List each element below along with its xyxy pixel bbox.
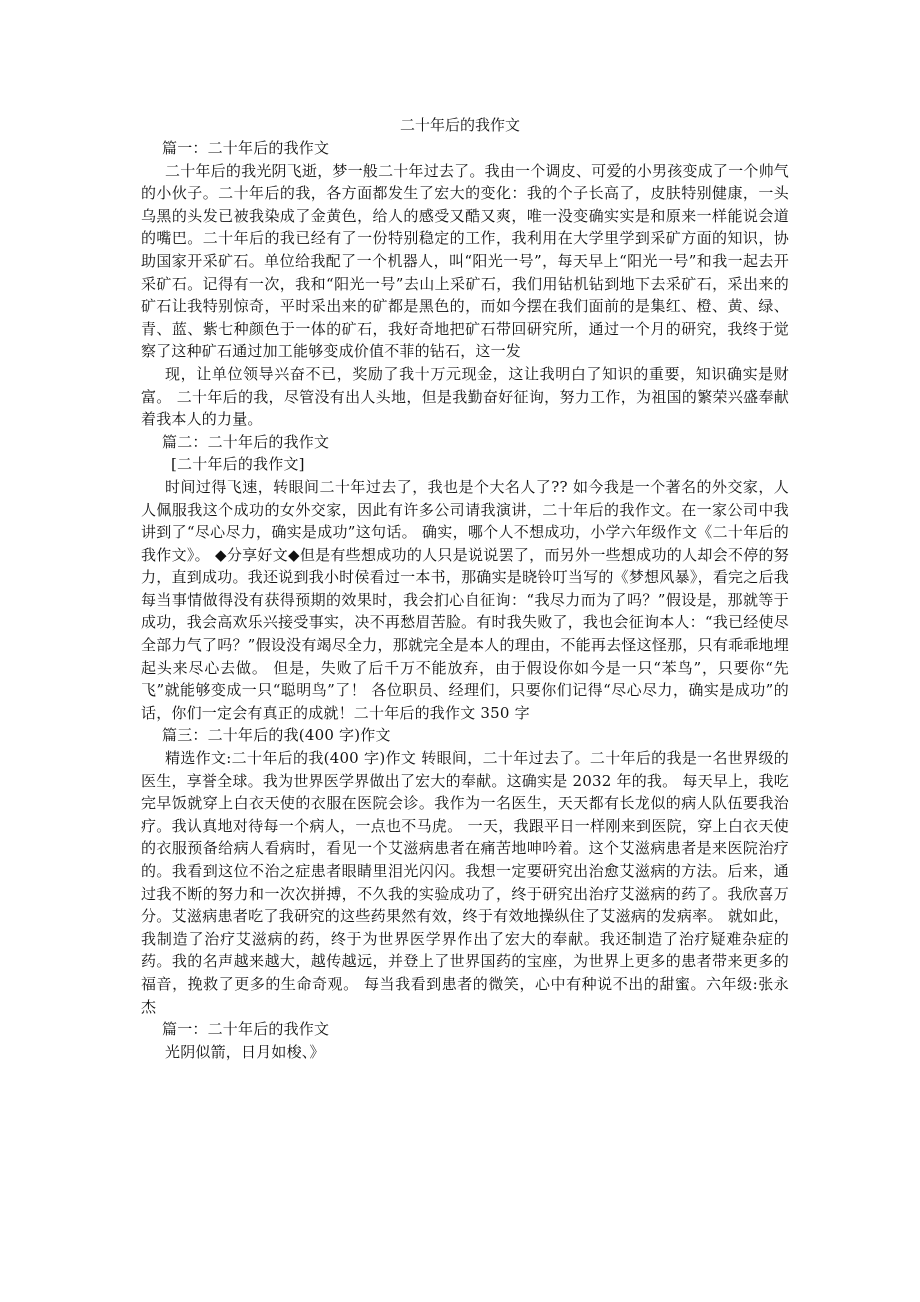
document-title: 二十年后的我作文 (399, 116, 520, 134)
body-paragraph: 光阴似箭，日月如梭、》 (165, 1042, 325, 1061)
body-paragraph: 二十年后的我光阴飞逝，梦一般二十年过去了。我由一个调皮、可爱的小男孩变成了一个帅气的小伙子。二十年后的我，各方面都发生了宏大的变化：我的个子长高了，皮肤特别健康，一头乌黑的头发已被我染成了金黄色，给人的感受又酷又爽，唯一没变确实实是和原来一样能说会道的嘴巴。二十年后的我已经有了一份特别稳定的工作，我利用在大学里学到采矿方面的知识，协助国家开采矿石。单位给我配了一个机器人，叫“阳光一号”，每天早上“阳光一号”和我一起去开采矿石。记得有一次，我和“阳光一号”去山上采矿石，我们用钻机钻到地下去采矿石，采出来的矿石让我特别惊奇，平时采出来的矿都是黑色的，而如今摆在我们面前的是集红、橙、黄、绿、青、蓝、紫七种颜色于一体的矿石，我好奇地把矿石带回研究所，通过一个月的研究，我终于觉察了这种矿石通过加工能够变成价值不菲的钻石，这一发 (141, 161, 789, 361)
section-subtitle: [二十年后的我作文] (171, 455, 305, 474)
section-heading: 篇一：二十年后的我作文 (162, 1020, 330, 1039)
body-paragraph: 时间过得飞速，转眼间二十年过去了，我也是个大名人了?? 如今我是一个著名的外交家，人人佩服我这个成功的女外交家，因此有许多公司请我演讲，二十年后的我作文。在一家公司中我讲到了“尽心尽力，确实是成功”这句话。 确实，哪个人不想成功，小学六年级作文《二十年后的我作文》。 ◆分享好文◆但是有些想成功的人只是说说罢了，而另外一些想成功的人却会不停的努力，直到成功。我还说到我小时侯看过一本书，那确实是晓铃叮当写的《梦想风暴》，看完之后我每当事情做得没有获得预期的效果时，我会扪心自征询：“我尽力而为了吗？”假设是，那就等于成功，我会高欢乐兴接受事实，决不再愁眉苦脸。有时我失败了，我也会征询本人：“我已经使尽全部力气了吗？”假设没有竭尽全力，那就完全是本人的理由，不能再去怪这怪那，只有乖乖地埋起头来尽心去做。 但是，失败了后千万不能放弃，由于假设你如今是一只“苯鸟”，只要你“先飞”就能够变成一只“聪明鸟”了！ 各位职员、经理们，只要你们记得“尽心尽力，确实是成功”的话，你们一定会有真正的成就！二十年后的我作文 350 字 (141, 477, 789, 722)
section-heading: 篇一：二十年后的我作文 (162, 139, 330, 157)
section-heading: 篇三：二十年后的我(400 字)作文 (162, 726, 391, 745)
body-paragraph: 现，让单位领导兴奋不已，奖励了我十万元现金，这让我明白了知识的重要，知识确实是财富。 二十年后的我，尽管没有出人头地，但是我勤奋好征询，努力工作，为祖国的繁荣兴盛奉献着我本人的力量。 (141, 364, 789, 429)
section-heading: 篇二：二十年后的我作文 (162, 432, 330, 451)
body-paragraph: 精选作文:二十年后的我(400 字)作文 转眼间，二十年过去了。二十年后的我是一名世界级的医生，享誉全球。我为世界医学界做出了宏大的奉献。这确实是 2032 年的我。 每天早上，我吃完早饭就穿上白衣天使的衣服在医院会诊。我作为一名医生，天天都有长龙似的病人队伍要我治疗。我认真地对待每一个病人，一点也不马虎。 一天，我跟平日一样刚来到医院，穿上白衣天使的衣服预备给病人看病时，看见一个艾滋病患者在痛苦地呻吟着。这个艾滋病患者是来医院治疗的。我看到这位不治之症患者眼睛里泪光闪闪。我想一定要研究出治愈艾滋病的方法。后来，通过我不断的努力和一次次拼搏，不久我的实验成功了，终于研究出治疗艾滋病的药了。我欣喜万分。艾滋病患者吃了我研究的这些药果然有效，终于有效地操纵住了艾滋病的发病率。 就如此，我制造了治疗艾滋病的药，终于为世界医学界作出了宏大的奉献。我还制造了治疗疑难杂症的药。我的名声越来越大，越传越远，并登上了世界国药的宝座，为世界上更多的患者带来更多的福音，挽救了更多的生命奇观。 每当我看到患者的微笑，心中有种说不出的甜蜜。六年级:张永杰 (141, 749, 789, 1016)
document-body (141, 137, 789, 1063)
